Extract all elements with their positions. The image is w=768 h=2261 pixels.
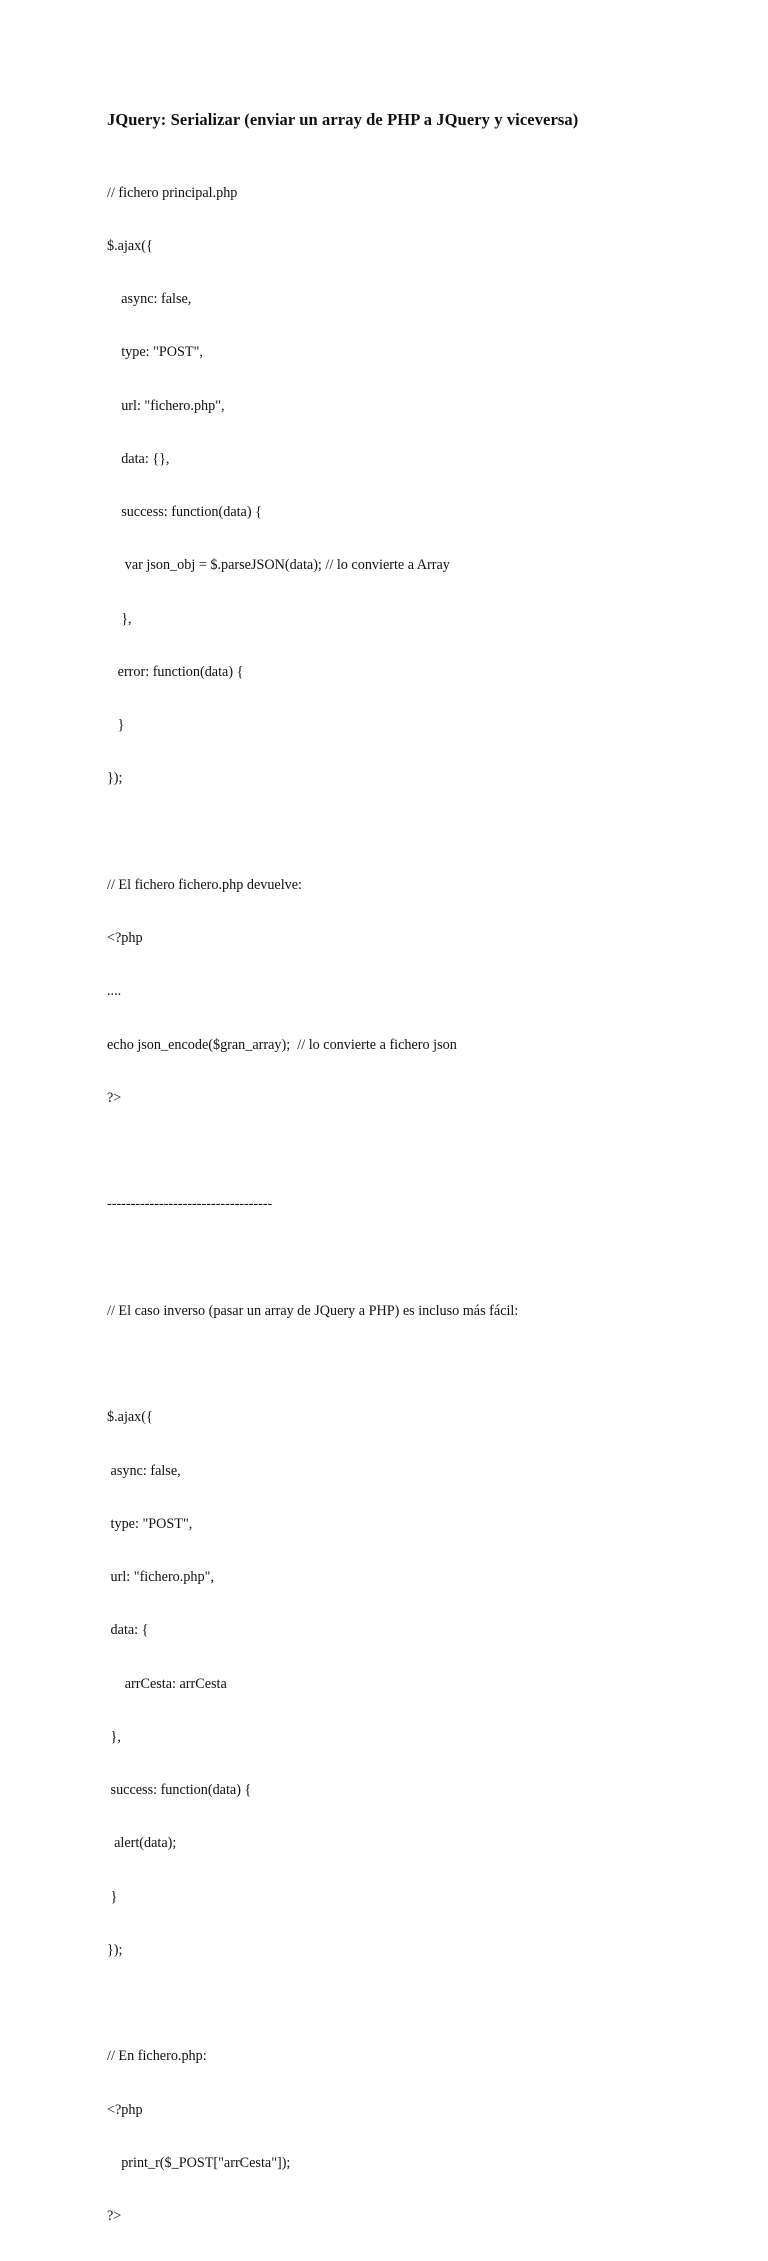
document-title: JQuery: Serializar (enviar un array de PHP a JQuery y viceversa) [107, 110, 579, 129]
code-line: }); [107, 770, 123, 787]
comment-line: // En fichero.php: [107, 2048, 207, 2065]
code-line: url: "fichero.php", [107, 397, 225, 414]
code-line: .... [107, 983, 122, 1000]
code-line: type: "POST", [107, 344, 203, 361]
comment-line: // El fichero fichero.php devuelve: [107, 876, 303, 893]
code-line: data: {}, [107, 450, 170, 467]
blank-line [107, 1356, 727, 1374]
code-line: } [107, 717, 125, 733]
code-line: $.ajax({ [107, 237, 153, 254]
code-line: type: "POST", [107, 1515, 193, 1532]
code-line: success: function(data) { [107, 1782, 252, 1798]
code-line: async: false, [107, 291, 192, 307]
document-body [107, 149, 727, 2261]
blank-line [107, 1250, 727, 1268]
code-line: <?php [107, 2101, 143, 2118]
separator-line: ----------------------------------- [107, 1196, 273, 1213]
code-line: var json_obj = $.parseJSON(data); // lo convierte a Array [107, 557, 450, 574]
code-line: data: { [107, 1622, 149, 1639]
code-line: $.ajax({ [107, 1409, 153, 1426]
blank-line [107, 1143, 727, 1161]
blank-line [107, 1995, 727, 2013]
comment-line: // El caso inverso (pasar un array de JQuery a PHP) es incluso más fácil: [107, 1302, 519, 1319]
code-line: }); [107, 1941, 123, 1958]
code-line: } [107, 1888, 118, 1905]
code-line: alert(data); [107, 1835, 177, 1852]
code-line: // fichero principal.php [107, 184, 238, 201]
code-line: success: function(data) { [107, 504, 262, 520]
code-line: echo json_encode($gran_array); // lo convierte a fichero json [107, 1036, 457, 1053]
code-line: }, [107, 610, 132, 627]
code-line: url: "fichero.php", [107, 1569, 214, 1585]
code-line: arrCesta: arrCesta [107, 1675, 227, 1692]
code-line: <?php [107, 930, 143, 946]
code-line: print_r($_POST["arrCesta"]); [107, 2154, 291, 2171]
code-line: }, [107, 1728, 121, 1745]
code-line: async: false, [107, 1462, 181, 1479]
code-line: ?> [107, 2208, 122, 2224]
code-line: error: function(data) { [107, 663, 244, 680]
blank-line [107, 824, 727, 842]
code-line: ?> [107, 1089, 122, 1106]
